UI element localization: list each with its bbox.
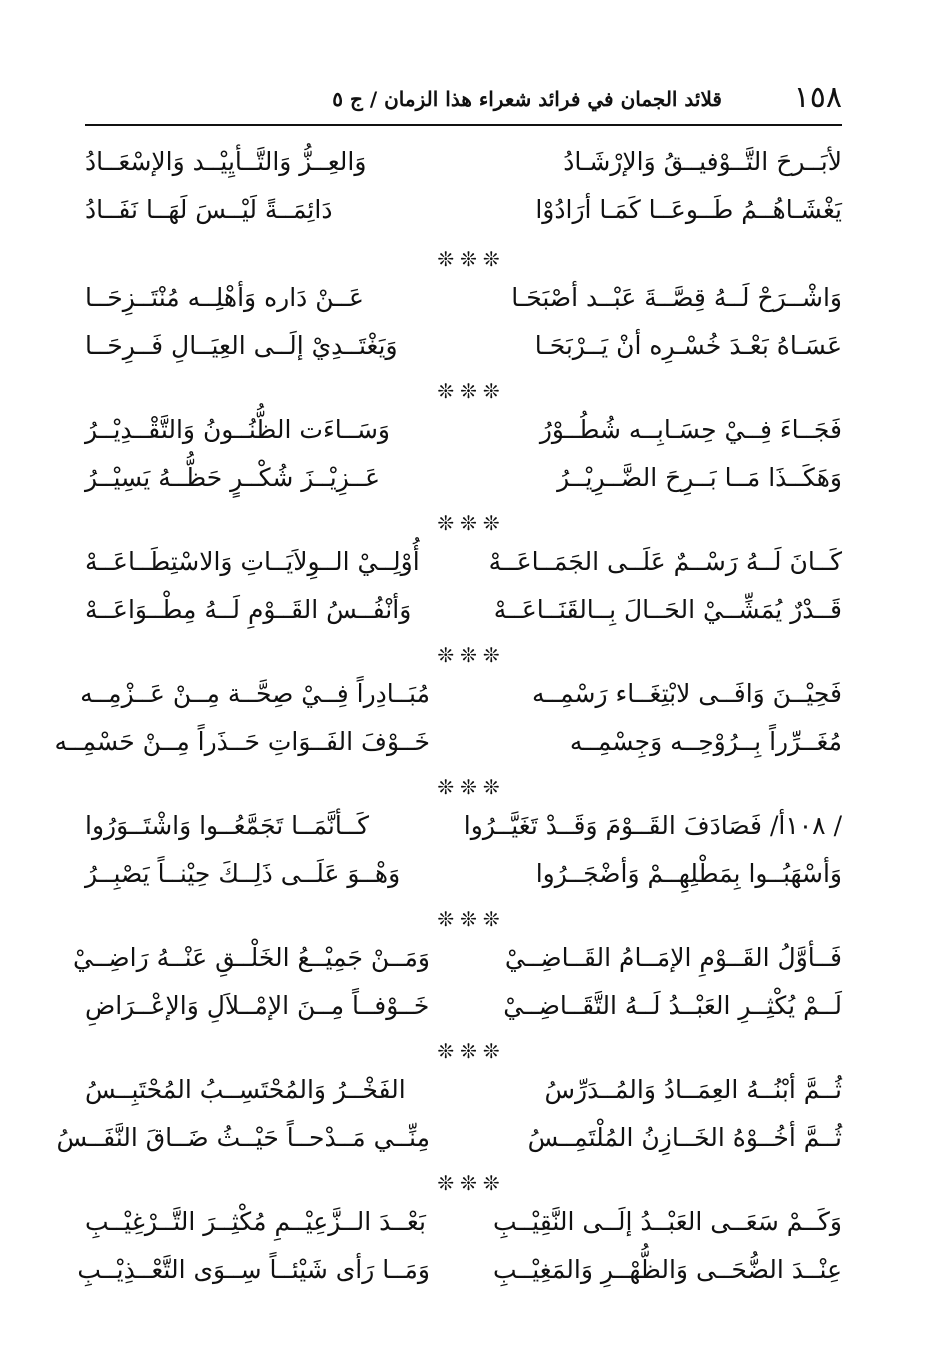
verse	[85, 138, 842, 186]
verse	[56, 1114, 842, 1162]
second-hemistich: مُبَــادِراً فِــيْ صِحَّــة مِــنْ عَــزْمِــه	[80, 679, 430, 708]
separator-stars: ❊❊❊	[437, 1039, 506, 1063]
second-hemistich: وَسَــاءَت الظُّنُــونُ وَالتَّقْــدِيْــرُ	[85, 415, 391, 444]
separator-stars: ❊❊❊	[437, 1171, 506, 1195]
first-hemistich: / ١٠٨أ/ فَصَادَفَ القَــوْمَ وَقَــدْ تَغَيَّــرُوا	[463, 811, 842, 840]
verse	[85, 538, 842, 586]
second-hemistich: الفَخْــرُ وَالمُحْتَسِــبُ المُحْتَبِــسُ	[85, 1075, 406, 1104]
stanza-separator	[85, 1036, 842, 1066]
first-hemistich: فَجَــاءَ فِــيْ حِسَـابِــه شُطُــوْرُ	[539, 415, 842, 444]
stanza-separator	[85, 244, 842, 274]
second-hemistich: عَــزِيْــزَ شُكْــرٍ حَظُّــهُ يَسِيْــرُ	[85, 463, 381, 492]
stanza	[85, 508, 842, 640]
verse	[77, 1246, 842, 1294]
first-hemistich: يَغْشَـاهُــمُ طَــوعَــا كَمَـا أرَادُوْا	[535, 195, 842, 224]
verse	[85, 186, 842, 234]
verse	[85, 274, 842, 322]
poem-body	[54, 138, 842, 1300]
second-hemistich: دَائِمَــةً لَيْــسَ لَهَــا نَفَــادُ	[85, 195, 333, 224]
separator-stars: ❊❊❊	[437, 511, 506, 535]
verse	[85, 454, 842, 502]
second-hemistich: أُوْلِــيْ الــوِلاَيَــاتِ وَالاسْتِطَــاعَــهْ	[85, 547, 420, 576]
second-hemistich: بَعْــدَ الــزَّعِيْــمِ مُكْثِــرَ التَّــرْغِيْــبِ	[85, 1207, 426, 1236]
verse	[80, 670, 842, 718]
second-hemistich: خَــوْفَ الفَــوَاتِ حَــذَراً مِــنْ حَسْمِــه	[54, 727, 430, 756]
stanza	[72, 904, 842, 1036]
second-hemistich: مِنِّــي مَــدْحــاً حَيْــثُ ضَــاقَ النَّفَــسُ	[56, 1123, 430, 1152]
stanza	[54, 640, 842, 772]
second-hemistich: عَــنْ دَاره وَأهْلِــه مُنْتَــزِحَــا	[85, 283, 364, 312]
verse	[54, 718, 842, 766]
verse	[85, 586, 842, 634]
first-hemistich: وَأسْهَبُــوا بِمَطْلِهِــمْ وَأضْجَــرُوا	[535, 859, 842, 888]
first-hemistich: عَسَـاهُ بَعْـدَ خُسْـرِه أنْ يَــرْبَحَـا	[534, 331, 842, 360]
stanza	[77, 1168, 842, 1300]
verse	[85, 850, 842, 898]
stanza	[85, 244, 842, 376]
verse	[85, 1198, 842, 1246]
stanza-separator	[85, 904, 842, 934]
first-hemistich: وَاشْــرَحْ لَــهُ قِصَّــةَ عَبْــد أصْبَحَـا	[511, 283, 842, 312]
second-hemistich: وَمَــا رَأى شَيْئــاً سِــوَى التَّعْــذِيْــبِ	[77, 1255, 430, 1284]
first-hemistich: وَكَــمْ سَعَــى العَبْــدُ إلَــى النَّقِيْــبِ	[492, 1207, 842, 1236]
second-hemistich: كَــأنَّمَــا تَجَمَّعُــوا وَاشْتَــوَرُوا	[85, 811, 370, 840]
first-hemistich: وَهَكَــذَا مَــا بَــرِحَ الضَّــرِيْــرُ	[557, 463, 842, 492]
verse	[85, 982, 842, 1030]
verse	[72, 934, 842, 982]
separator-stars: ❊❊❊	[437, 907, 506, 931]
stanza-separator	[85, 1168, 842, 1198]
stanza	[85, 138, 842, 244]
stanza-separator	[85, 376, 842, 406]
separator-stars: ❊❊❊	[437, 775, 506, 799]
first-hemistich: مُغَــرِّراً بِــرُوْحِــه وَجِسْمِــه	[569, 727, 842, 756]
first-hemistich: فَحِيْــنَ وَافَــى لابْتِغَــاء رَسْمِــه	[532, 679, 842, 708]
second-hemistich: وَهْــوَ عَلَــى ذَلِــكَ حِيْنــاً يَصْبِــرُ	[85, 859, 401, 888]
first-hemistich: ثُــمَّ أبْنُــهُ العِمَــادُ وَالمُــدَرِّسُ	[544, 1075, 842, 1104]
second-hemistich: وَيَغْتَــدِيْ إلَــى العِيَــالِ فَــرِحَــا	[85, 331, 398, 360]
stanza	[85, 376, 842, 508]
second-hemistich: وَالعِــزُّ وَالتَّــأيِيْــد وَالإسْعَــادُ	[85, 147, 367, 176]
second-hemistich: خَــوْفــاً مِــنَ الإمْــلاَلِ وَالإعْــرَاضِ	[85, 991, 430, 1020]
first-hemistich: فَــأوَّلُ القَــوْمِ الإمَــامُ القَــاضِــيْ	[504, 943, 842, 972]
stanza	[85, 772, 842, 904]
stanza	[56, 1036, 842, 1168]
page-header	[85, 80, 842, 122]
verse	[85, 322, 842, 370]
verse	[85, 406, 842, 454]
first-hemistich: عِنْــدَ الضُّحَــى وَالظُّهْــرِ وَالمَغِيْــبِ	[493, 1255, 842, 1284]
first-hemistich: لأبَــرحَ التَّــوْفيــقُ وَالإرْشَـادُ	[563, 147, 842, 176]
second-hemistich: وَأنْفُــسُ القَــوْمِ لَــهُ مِطْــوَاعَــهْ	[85, 595, 412, 624]
stanza-separator	[85, 508, 842, 538]
header-rule	[85, 124, 842, 126]
separator-stars: ❊❊❊	[437, 247, 506, 271]
separator-stars: ❊❊❊	[437, 643, 506, 667]
first-hemistich: قَــدْرٌ يُمَشِّــيْ الحَــالَ بِــالقَنَــاعَــهْ	[493, 595, 842, 624]
verse	[85, 802, 842, 850]
first-hemistich: كَــانَ لَــهُ رَسْــمٌ عَلَــى الجَمَــاعَــهْ	[488, 547, 842, 576]
first-hemistich: ثُــمَّ أخُــوْهُ الخَــازِنُ المُلْتَمِــسُ	[527, 1123, 842, 1152]
stanza-separator	[85, 772, 842, 802]
separator-stars: ❊❊❊	[437, 379, 506, 403]
second-hemistich: وَمَــنْ جَمِيْــعُ الخَلْــقِ عَنْــهُ رَاضِــيْ	[72, 943, 430, 972]
page-number: ١٥٨	[793, 80, 842, 115]
stanza-separator	[85, 640, 842, 670]
running-title: قلائد الجمان في فرائد شعراء هذا الزمان / ج ٥	[332, 87, 722, 111]
first-hemistich: لَــمْ يُكْثِــرِ العَبْــدُ لَــهُ التَّقَــاضِــيْ	[503, 991, 842, 1020]
verse	[85, 1066, 842, 1114]
